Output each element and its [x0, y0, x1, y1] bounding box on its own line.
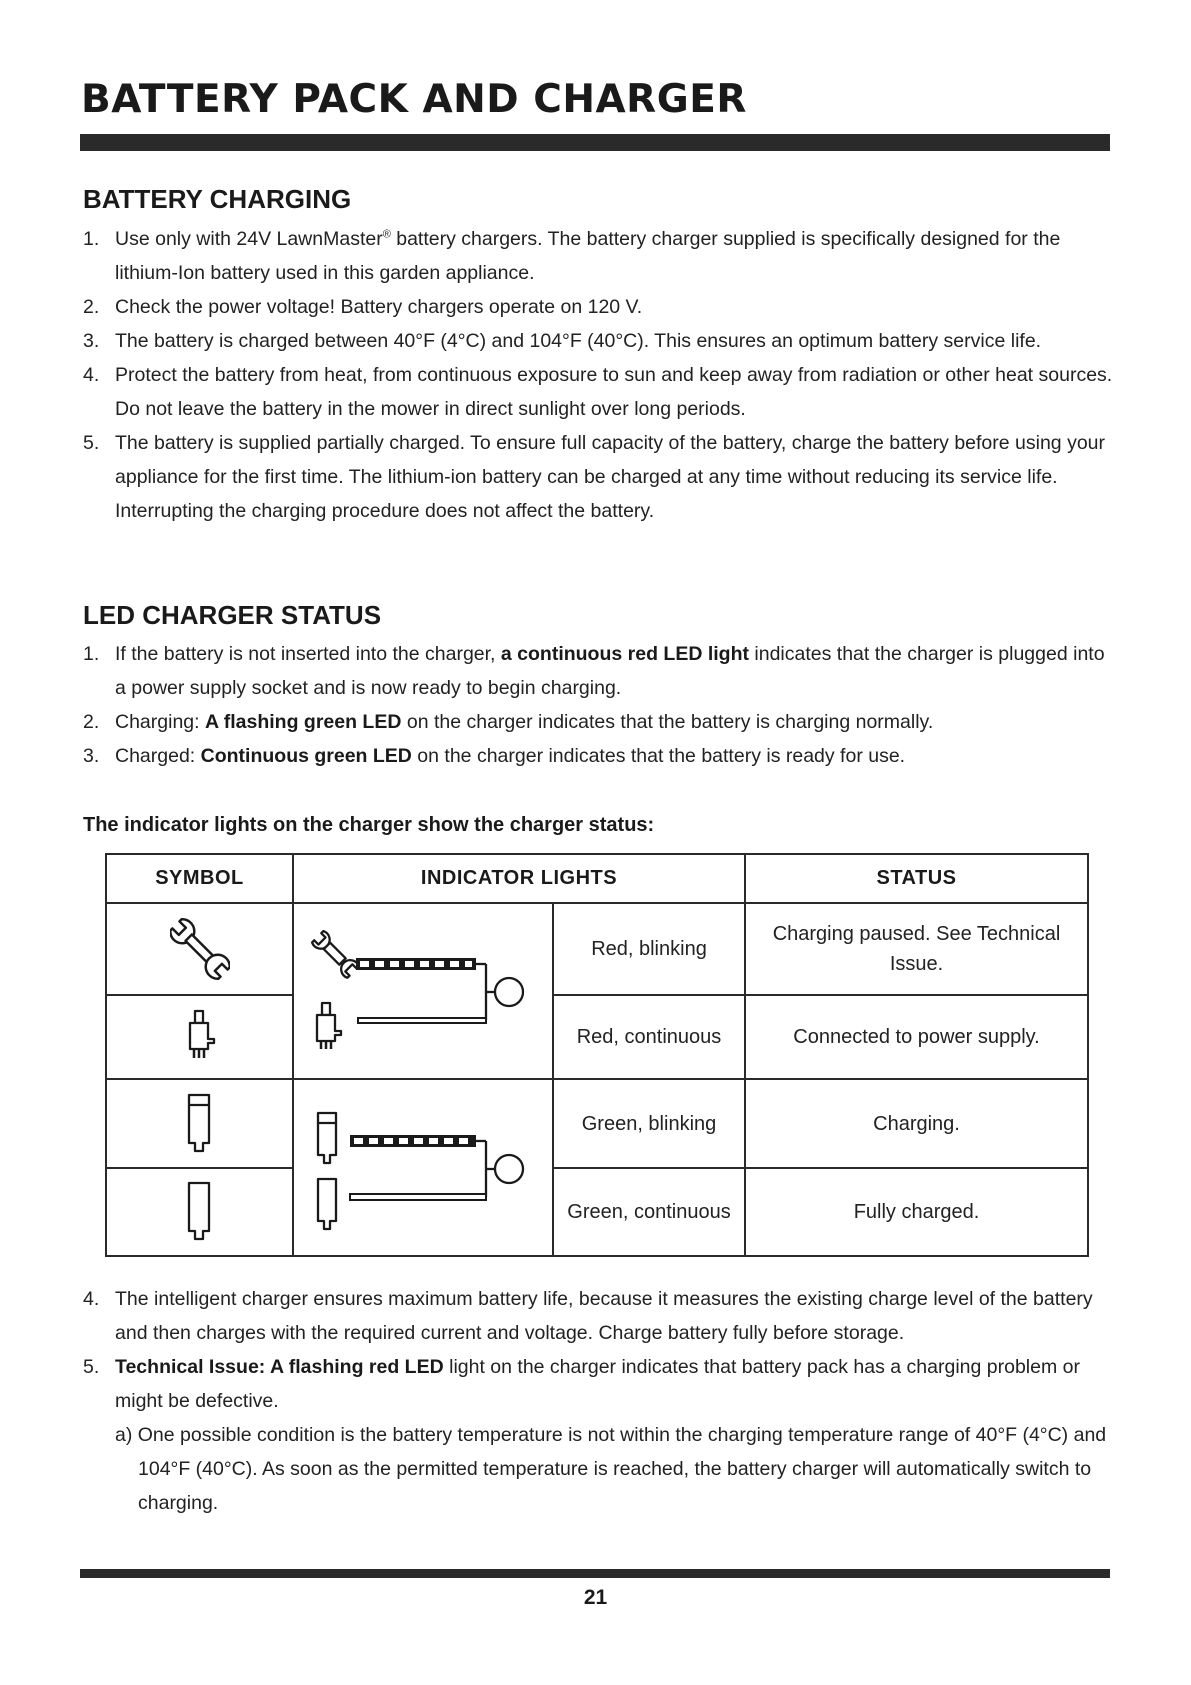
list-text: The battery is supplied partially charged. To ensure full capacity of the battery, charge the battery before using your appliance for the first time. The lithium-ion battery can be charged at any time without reducing its service life. Interrupting the charging procedure does not affect the battery.: [115, 432, 1106, 522]
list-item: [83, 290, 1113, 324]
indicator-cell: Green, continuous: [553, 1168, 745, 1256]
battery-full-icon: [180, 1177, 220, 1247]
registered-mark: ®: [382, 228, 391, 241]
table-row: [106, 995, 1088, 1079]
list-number: 2.: [83, 711, 100, 733]
indicator-status-table: [105, 853, 1089, 1257]
charger-red-led-illustration: [308, 916, 538, 1066]
status-cell: Charging.: [745, 1079, 1088, 1168]
list-number: 3.: [83, 745, 100, 767]
table-row: [106, 1168, 1088, 1256]
list-text: indicates that the charger is plugged into a power supply socket and is now ready to begin charging.: [115, 643, 1105, 699]
list-item: [83, 324, 1113, 358]
symbol-cell: [106, 1079, 293, 1168]
list-emphasis: Continuous green LED: [200, 745, 412, 767]
list-item: [83, 637, 1113, 705]
list-text: battery chargers. The battery charger supplied is specifically designed for the lithium-Ion battery used in this garden appliance.: [115, 228, 1061, 284]
table-row: [106, 903, 1088, 995]
list-text: The battery is charged between 40°F (4°C) and 104°F (40°C). This ensures an optimum battery service life.: [115, 330, 1042, 352]
list-item: [83, 705, 1113, 739]
list-item: [83, 358, 1113, 426]
page-number: 21: [583, 1586, 608, 1609]
list-number: 1.: [83, 228, 100, 250]
table-header-row: [106, 854, 1088, 903]
continuous-led-bar: [350, 1194, 486, 1200]
status-cell: Charging paused. See Technical Issue.: [745, 903, 1088, 995]
status-cell: Fully charged.: [745, 1168, 1088, 1256]
blinking-led-bar: [350, 1135, 476, 1147]
list-text: on the charger indicates that the battery is charging normally.: [401, 711, 934, 733]
list-item: [83, 739, 1113, 773]
led-charger-status-heading: LED CHARGER STATUS: [83, 600, 382, 630]
continuous-led-bar: [358, 1018, 486, 1023]
indicator-cell: Green, blinking: [553, 1079, 745, 1168]
footer-rule: [80, 1569, 1110, 1578]
plug-icon: [180, 1007, 220, 1067]
table-caption: The indicator lights on the charger show the charger status:: [83, 814, 655, 836]
green-indicator-illustration-cell: [293, 1079, 553, 1256]
list-number: 2.: [83, 296, 100, 318]
list-number: 3.: [83, 330, 100, 352]
battery-charging-heading: BATTERY CHARGING: [83, 184, 352, 214]
list-text: If the battery is not inserted into the charger,: [115, 643, 501, 665]
indicator-cell: Red, blinking: [553, 903, 745, 995]
list-number: 5.: [83, 1356, 100, 1378]
title-rule: [80, 134, 1110, 151]
charger-notes-list: [83, 1282, 1113, 1520]
list-emphasis: Technical Issue: A flashing red LED: [115, 1356, 444, 1378]
list-text: Use only with 24V LawnMaster: [115, 228, 383, 250]
red-indicator-illustration-cell: [293, 903, 553, 1079]
list-emphasis: a continuous red LED light: [500, 643, 749, 665]
list-item: [83, 1282, 1113, 1350]
table-row: [106, 1079, 1088, 1168]
led-connector: [476, 964, 523, 1020]
led-status-list: [83, 637, 1113, 773]
symbol-cell: [106, 903, 293, 995]
list-number: 5.: [83, 432, 100, 454]
list-text: on the charger indicates that the battery is ready for use.: [411, 745, 906, 767]
page-title: BATTERY PACK AND CHARGER: [81, 77, 747, 122]
list-emphasis: A flashing green LED: [204, 711, 402, 733]
battery-partial-icon: [180, 1089, 220, 1159]
list-item: [83, 1350, 1113, 1520]
charger-green-led-illustration: [308, 1093, 538, 1243]
header-symbol: SYMBOL: [106, 854, 293, 903]
battery-charging-list: [83, 222, 1113, 528]
list-sub-item: a) One possible condition is the battery temperature is not within the charging temperature range of 40°F (4°C) and 104°F (40°C). As soon as the permitted temperature is reached, the battery charger will automatically switch to charging.: [115, 1424, 1107, 1514]
symbol-cell: [106, 995, 293, 1079]
status-cell: Connected to power supply.: [745, 995, 1088, 1079]
symbol-cell: [106, 1168, 293, 1256]
list-number: 4.: [83, 364, 100, 386]
list-text: Charged:: [115, 745, 201, 767]
led-connector: [476, 1141, 523, 1197]
header-indicator-lights: INDICATOR LIGHTS: [293, 854, 745, 903]
wrench-icon: [170, 909, 230, 989]
list-text: The intelligent charger ensures maximum battery life, because it measures the existing charge level of the battery and then charges with the required current and voltage. Charge battery fully before storage.: [115, 1288, 1093, 1344]
list-number: 1.: [83, 643, 100, 665]
list-text: Protect the battery from heat, from continuous exposure to sun and keep away from radiation or other heat sources. Do not leave the battery in the mower in direct sunlight over long periods.: [115, 364, 1113, 420]
list-text: Check the power voltage! Battery chargers operate on 120 V.: [115, 296, 643, 318]
indicator-cell: Red, continuous: [553, 995, 745, 1079]
list-text: Charging:: [115, 711, 205, 733]
list-text: light on the charger indicates that battery pack has a charging problem or might be defective.: [115, 1356, 1080, 1412]
list-item: [83, 426, 1113, 528]
list-number: 4.: [83, 1288, 100, 1310]
header-status: STATUS: [745, 854, 1088, 903]
list-item: [83, 222, 1113, 290]
